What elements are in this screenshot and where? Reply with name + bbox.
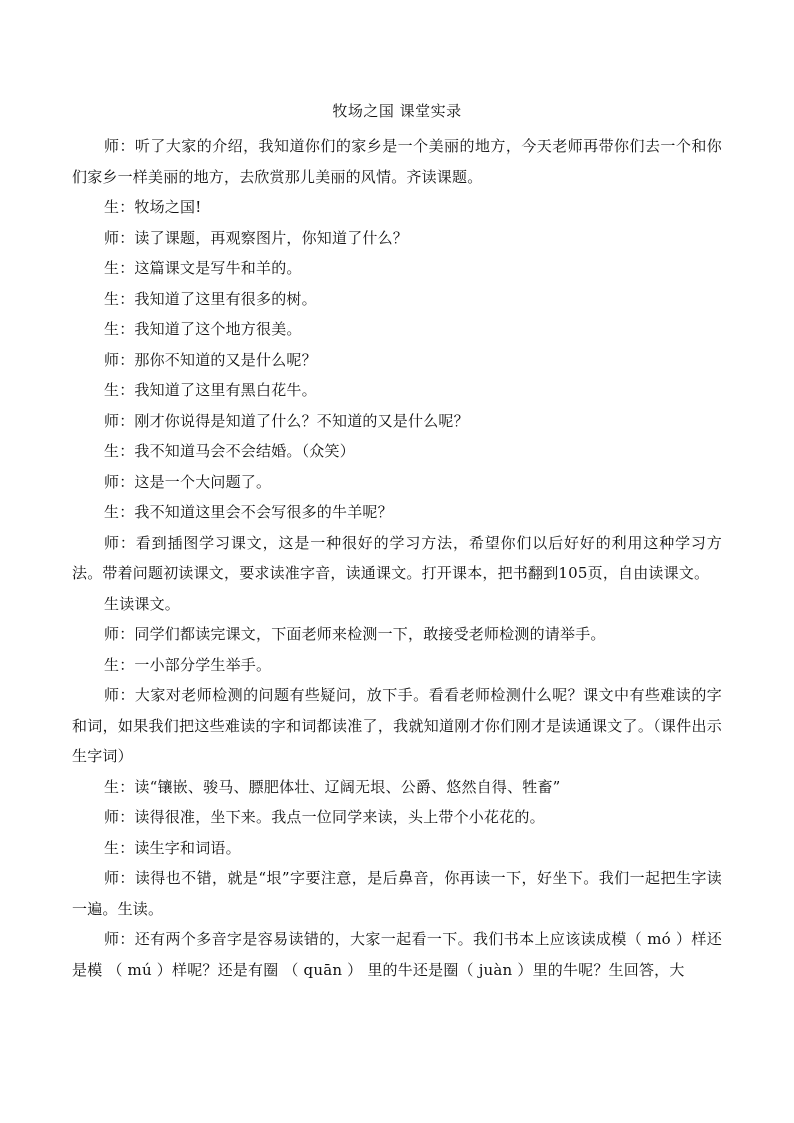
paragraph: 生：我知道了这里有黑白花牛。 [104,381,317,399]
paragraph: 生：我知道了这个地方很美。 [104,320,302,338]
paragraph: 师：大家对老师检测的问题有些疑问，放下手。看看老师检测什么呢？课文中有些难读的字和词，如果我们把这些难读的字和词都读准了，我就知道刚才你们刚才是读通课文了。（课件出示生字词） [72,686,722,765]
document-title: 牧场之国 课堂实录 [332,102,462,120]
paragraph: 生读课文。 [104,594,181,613]
paragraph: 师：那你不知道的又是什么呢？ [104,350,317,369]
paragraph: 师：这是一个大问题了。 [104,472,272,491]
paragraph: 师：刚才你说得是知道了什么？不知道的又是什么呢？ [104,411,469,430]
paragraph: 生：读生字和词语。 [104,838,241,857]
paragraph: 师：读得很准，坐下来。我点一位同学来读，头上带个小花花的。 [104,808,545,826]
paragraph: 生：这篇课文是写牛和羊的。 [104,259,302,277]
paragraph: 生：牧场之国! [104,198,202,216]
document-body [72,131,722,985]
paragraph: 师：同学们都读完课文，下面老师来检测一下，敢接受老师检测的请举手。 [104,625,606,643]
paragraph: 生：一小部分学生举手。 [104,655,272,674]
paragraph: 生：我不知道马会不会结婚。（众笑） [104,442,355,460]
paragraph: 师：听了大家的介绍，我知道你们的家乡是一个美丽的地方，今天老师再带你们去一个和你们家乡一样美丽的地方，去欣赏那儿美丽的风情。齐读课题。 [72,137,722,186]
paragraph: 师：还有两个多音字是容易读错的，大家一起看一下。我们书本上应该读成模（ mó ）样还是模 （ mú ）样呢？还是有圈 （ quān ） 里的牛还是圈（ juàn ）里的牛呢？生回答，大 [72,930,722,979]
paragraph: 生：我知道了这里有很多的树。 [104,289,317,308]
paragraph: 生：读“镶嵌、骏马、膘肥体壮、辽阔无垠、公爵、悠然自得、牲畜” [104,777,561,796]
paragraph: 生：我不知道这里会不会写很多的牛羊呢？ [104,503,393,521]
paragraph: 师：读了课题，再观察图片，你知道了什么？ [104,228,409,247]
paragraph: 师：看到插图学习课文，这是一种很好的学习方法，希望你们以后好好的利用这种学习方法。带着问题初读课文，要求读准字音，读通课文。打开课本，把书翻到105页，自由读课文。 [72,533,722,582]
paragraph: 师：读得也不错，就是“垠”字要注意，是后鼻音，你再读一下，好坐下。我们一起把生字读一遍。生读。 [72,869,722,918]
